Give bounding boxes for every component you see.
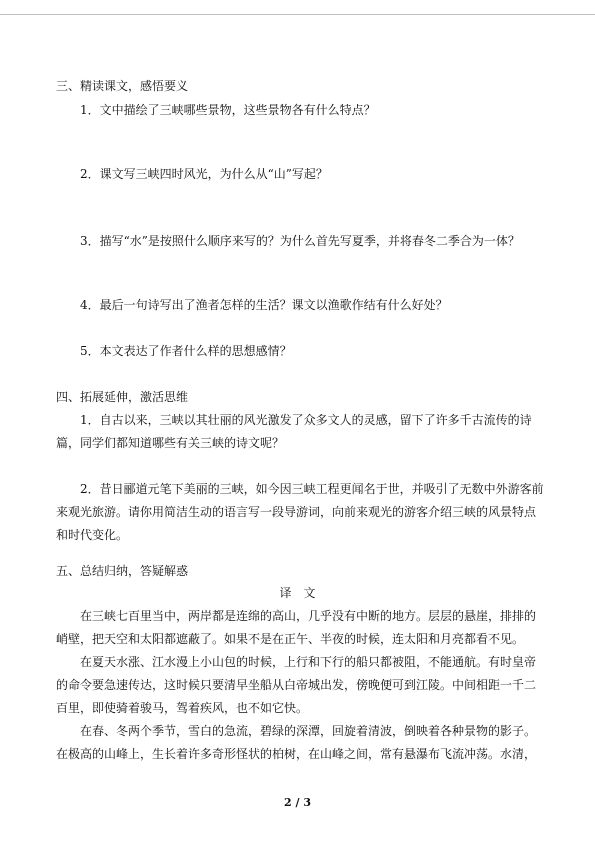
section-4-heading: 四、拓展延伸，激活思维 [56,390,189,404]
page-top-border [0,14,595,15]
translation-paragraph-1-line-2: 峭壁，把天空和太阳都遮蔽了。如果不是在正午、半夜的时候，连太阳和月亮都看不见。 [56,632,525,646]
section-3-heading: 三、精读课文，感悟要义 [56,79,189,93]
translation-paragraph-3-line-2: 在极高的山峰上，生长着许多奇形怪状的柏树，在山峰之间，常有悬瀑布飞流冲荡。水清， [56,747,537,761]
translation-paragraph-2-line-3: 百里，即使骑着骏马，驾着疾风，也不如它快。 [56,701,309,715]
section-5-heading: 五、总结归纳，答疑解惑 [56,564,189,578]
section-3-question-2: 2．课文写三峡四时风光，为什么从“山”写起？ [80,167,328,181]
section-3-question-4: 4．最后一句诗写出了渔者怎样的生活？课文以渔歌作结有什么好处？ [80,298,448,312]
translation-paragraph-2-line-1: 在夏天水涨、江水漫上小山包的时候，上行和下行的船只都被阻，不能通航。有时皇帝 [80,655,537,669]
section-4-question-2-line-1: 2．昔日郦道元笔下美丽的三峡，如今因三峡工程更闻名于世，并吸引了无数中外游客前 [80,482,544,496]
section-3-question-1: 1．文中描绘了三峡哪些景物，这些景物各有什么特点？ [80,103,376,117]
section-3-question-3: 3．描写“水”是按照什么顺序来写的？为什么首先写夏季，并将春冬二季合为一体？ [80,234,520,248]
page-number: 2 / 3 [284,796,311,809]
translation-paragraph-3-line-1: 在春、冬两个季节，雪白的急流，碧绿的深潭，回旋着清波，倒映着各种景物的影子。 [80,724,537,738]
section-4-question-1-line-1: 1．自古以来，三峡以其壮丽的风光激发了众多文人的灵感，留下了许多千古流传的诗 [80,413,532,427]
section-4-question-1-line-2: 篇，同学们都知道哪些有关三峡的诗文呢？ [56,436,285,450]
translation-paragraph-2-line-2: 的命令要急速传达，这时候只要清早坐船从白帝城出发，傍晚便可到江陵。中间相距一千二 [56,678,537,692]
section-4-question-2-line-2: 来观光旅游。请你用简洁生动的语言写一段导游词，向前来观光的游客介绍三峡的风景特点 [56,505,537,519]
translation-paragraph-1-line-1: 在三峡七百里当中，两岸都是连绵的高山，几乎没有中断的地方。层层的悬崖，排排的 [80,609,537,623]
section-4-question-2-line-3: 和时代变化。 [56,528,129,542]
translation-title: 译 文 [279,586,316,600]
section-3-question-5: 5．本文表达了作者什么样的思想感情？ [80,344,292,358]
